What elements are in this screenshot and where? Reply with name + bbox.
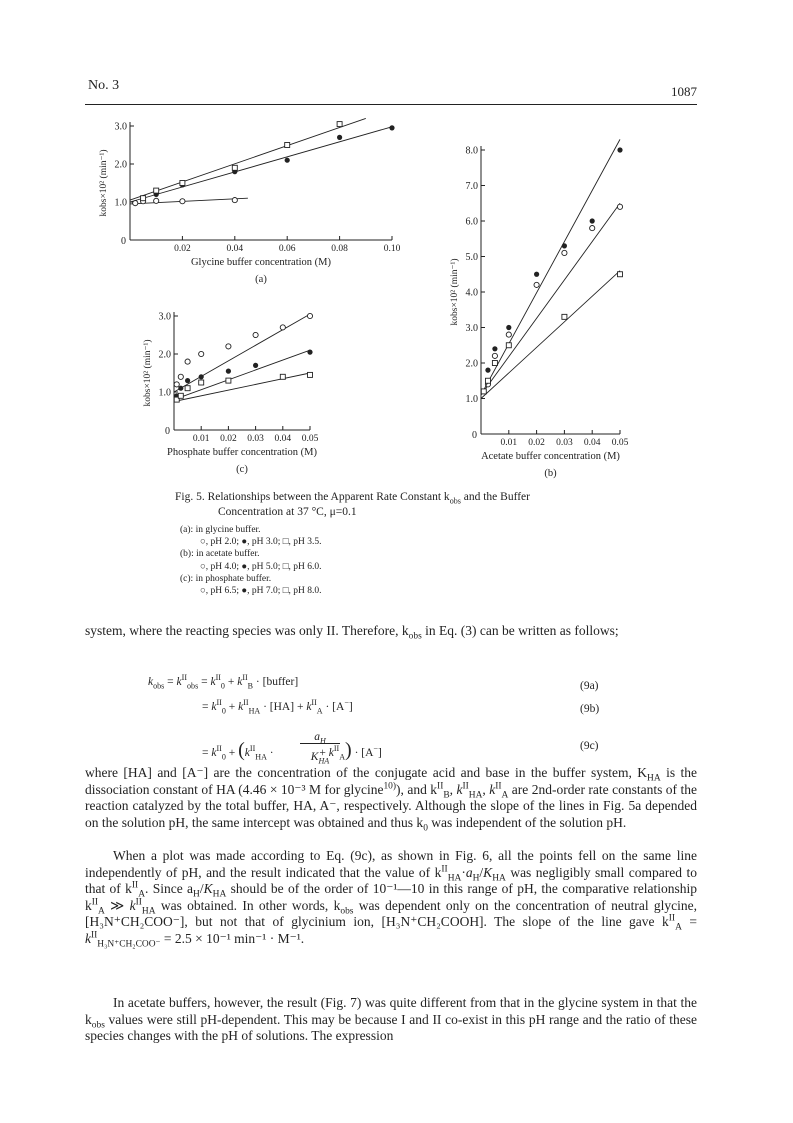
- series-line: [481, 139, 620, 395]
- y-tick-label: 1.0: [158, 387, 171, 399]
- data-point-open-square: [285, 143, 290, 148]
- data-point-filled-circle: [506, 325, 511, 330]
- data-point-open-circle: [253, 332, 258, 337]
- data-point-open-circle: [185, 359, 190, 364]
- data-point-filled-circle: [337, 135, 342, 140]
- chart-panel-c: [120, 308, 350, 483]
- y-tick-label: 4.0: [465, 287, 478, 299]
- equation-9c: = $k^{II}_0 + (k^{II}_{HA}$ · + $k^{II}_A) \cdot [A^-]$ $a_H$ $K_{HA}$: [202, 731, 382, 766]
- figure-caption: Fig. 5. Relationships between the Apparent Rate Constant $k_{obs}$ and the Buffer Concentration at 37 °C, μ=0.1: [175, 491, 530, 518]
- y-tick-label: 8.0: [465, 145, 478, 157]
- data-point-open-square: [280, 374, 285, 379]
- data-point-open-square: [485, 378, 490, 383]
- journal-issue: No. 3: [88, 78, 120, 93]
- data-point-filled-circle: [617, 147, 622, 152]
- x-tick-label: 0.02: [528, 438, 545, 448]
- data-point-open-circle: [562, 250, 567, 255]
- data-point-open-circle: [280, 325, 285, 330]
- data-point-open-square: [308, 372, 313, 377]
- y-tick-label: 5.0: [465, 252, 478, 263]
- paragraph-fig6: When a plot was made according to Eq. (9c), as shown in Fig. 6, all the points fell on the same line independently of pH, and the result indicated that the value of $k^{II}_{HA}\cdot a_H/K_{HA}$ was negligibly small compared to that of $k^{II}_A$. Since $a_H/K_{HA}$ should be of the order of 10⁻¹—10 in this range of pH, the comparative relationship $k^{II}_A$ ≫ $k^{II}_{HA}$ was obtained. In other words, $k_{obs}$ was dependent only on the concentration of neutral glycine, [H₃N⁺CH₂COO⁻], but not that of glycinium ion, [H₃N⁺CH₂COOH]. The slope of the line gave $k^{II}_A = k^{II}_{H_3N^+CH_2COO^-} = 2.5 \times 10^{-1}$ min⁻¹ · M⁻¹.: [85, 848, 697, 950]
- data-point-open-square: [337, 122, 342, 127]
- x-tick-label: 0.06: [278, 244, 296, 254]
- y-tick-label: 1.0: [465, 394, 478, 405]
- equation-9b: = $k^{II}_0 + k^{II}_{HA} \cdot [HA] + k^{II}_A \cdot [A^-]$: [202, 698, 353, 716]
- y-tick-label: 3.0: [114, 121, 127, 133]
- x-tick-label: 0.03: [247, 434, 264, 444]
- paragraph-buffer-constants: where [HA] and [A⁻] are the concentration of the conjugate acid and base in the buffer system, $K_{HA}$ is the dissociation constant of HA (4.46 × 10⁻³ M for glycine$^{10)}$), and $k^{II}_B$, $k^{II}_{HA}$, $k^{II}_A$ are 2nd-order rate constants of the reaction catalyzed by the total buffer, HA, A⁻, respectively. Although the slope of the lines in Fig. 5a depended on the solution pH, the same intercept was obtained and thus $k_0$ was independent of the solution pH.: [85, 765, 697, 834]
- data-point-open-circle: [199, 351, 204, 356]
- data-point-open-circle: [492, 353, 497, 358]
- series-line: [130, 118, 366, 200]
- series-line: [174, 314, 310, 392]
- data-point-filled-circle: [485, 368, 490, 373]
- series-line: [481, 271, 620, 399]
- y-tick-label: 1.0: [114, 197, 127, 209]
- equation-number-9a: (9a): [580, 680, 599, 692]
- origin-label: 0: [121, 236, 126, 247]
- data-point-filled-circle: [199, 374, 204, 379]
- y-axis-label: kobs×10² (min⁻¹): [450, 258, 460, 326]
- y-tick-label: 2.0: [158, 349, 171, 361]
- data-point-open-circle: [617, 204, 622, 209]
- data-point-open-circle: [590, 226, 595, 231]
- x-tick-label: 0.02: [174, 244, 191, 254]
- x-tick-label: 0.01: [500, 438, 518, 448]
- x-tick-label: 0.01: [192, 434, 210, 444]
- data-point-open-square: [185, 386, 190, 391]
- origin-label: 0: [472, 430, 477, 441]
- x-tick-label: 0.04: [274, 434, 292, 444]
- series-line: [174, 350, 310, 399]
- data-point-open-circle: [154, 198, 159, 203]
- panel-label: (b): [544, 468, 557, 479]
- panel-label: (c): [236, 464, 248, 475]
- data-point-open-square: [618, 272, 623, 277]
- data-point-open-circle: [180, 199, 185, 204]
- data-point-open-circle: [232, 198, 237, 203]
- data-point-open-square: [226, 378, 231, 383]
- data-point-filled-circle: [492, 346, 497, 351]
- data-point-open-circle: [226, 344, 231, 349]
- x-axis-label: Phosphate buffer concentration (M): [167, 447, 317, 458]
- x-tick-label: 0.04: [226, 244, 244, 254]
- data-point-open-circle: [506, 332, 511, 337]
- x-axis-label: Acetate buffer concentration (M): [481, 451, 620, 462]
- data-point-open-circle: [174, 382, 179, 387]
- x-tick-label: 0.10: [383, 244, 401, 254]
- equation-number-9c: (9c): [580, 740, 599, 752]
- page-number: 1087: [671, 84, 697, 99]
- y-tick-label: 6.0: [465, 216, 478, 228]
- data-point-open-square: [141, 196, 146, 201]
- chart-panel-b: [445, 138, 665, 478]
- data-point-filled-circle: [226, 369, 231, 374]
- data-point-open-circle: [178, 374, 183, 379]
- data-point-open-square: [492, 361, 497, 366]
- data-point-filled-circle: [389, 125, 394, 130]
- data-point-filled-circle: [307, 350, 312, 355]
- equation-number-9b: (9b): [580, 703, 600, 715]
- x-tick-label: 0.02: [220, 434, 237, 444]
- data-point-open-square: [506, 343, 511, 348]
- data-point-open-square: [481, 389, 486, 394]
- x-tick-label: 0.08: [331, 244, 348, 254]
- data-point-filled-circle: [534, 272, 539, 277]
- y-tick-label: 3.0: [465, 323, 478, 334]
- data-point-filled-circle: [562, 243, 567, 248]
- x-tick-label: 0.04: [583, 438, 601, 448]
- data-point-open-square: [178, 393, 183, 398]
- y-tick-label: 3.0: [158, 311, 171, 323]
- data-point-filled-circle: [185, 378, 190, 383]
- data-point-open-circle: [307, 313, 312, 318]
- data-point-filled-circle: [590, 218, 595, 223]
- series-line: [481, 203, 620, 395]
- header-rule: [85, 104, 697, 105]
- chart-panel-a: [99, 118, 410, 298]
- paragraph-acetate: In acetate buffers, however, the result (Fig. 7) was quite different from that in the glycine system in that the $k_{obs}$ values were still pH-dependent. This may be because I and II co-exist in this pH range and the ratio of these species changes with the pH of solutions. The expression: [85, 995, 697, 1044]
- series-line: [174, 373, 310, 402]
- series-line: [130, 198, 248, 204]
- y-tick-label: 2.0: [114, 159, 127, 171]
- equation-9a: $k_{obs} = k^{II}_{obs} = k^{II}_0 + k^{II}_B$ · [buffer]: [148, 673, 299, 691]
- figure-legend: (a): in glycine buffer. ○, pH 2.0; ●, pH 3.0; □, pH 3.5. (b): in acetate buffer. ○, pH 4.0; ●, pH 5.0; □, pH 6.0. (c): in phosphate buffer. ○, pH 6.5; ●, pH 7.0; □, pH 8.0.: [180, 525, 322, 597]
- panel-label: (a): [255, 274, 267, 285]
- y-tick-label: 2.0: [465, 358, 478, 370]
- series-line: [130, 127, 392, 202]
- data-point-open-circle: [534, 282, 539, 287]
- paragraph-intro: system, where the reacting species was only II. Therefore, $k_{obs}$ in Eq. (3) can be written as follows;: [85, 623, 619, 642]
- data-point-open-square: [154, 188, 159, 193]
- origin-label: 0: [165, 426, 170, 437]
- data-point-filled-circle: [285, 158, 290, 163]
- x-tick-label: 0.05: [611, 438, 629, 448]
- data-point-open-square: [232, 165, 237, 170]
- data-point-filled-circle: [178, 386, 183, 391]
- y-tick-label: 7.0: [465, 181, 478, 192]
- data-point-open-square: [562, 314, 567, 319]
- x-tick-label: 0.05: [301, 434, 319, 444]
- data-point-open-square: [180, 181, 185, 186]
- data-point-filled-circle: [253, 363, 258, 368]
- y-axis-label: kobs×10² (min⁻¹): [143, 339, 153, 407]
- x-tick-label: 0.03: [556, 438, 573, 448]
- y-axis-label: kobs×10² (min⁻¹): [99, 149, 109, 217]
- data-point-open-square: [199, 380, 204, 385]
- x-axis-label: Glycine buffer concentration (M): [190, 257, 332, 268]
